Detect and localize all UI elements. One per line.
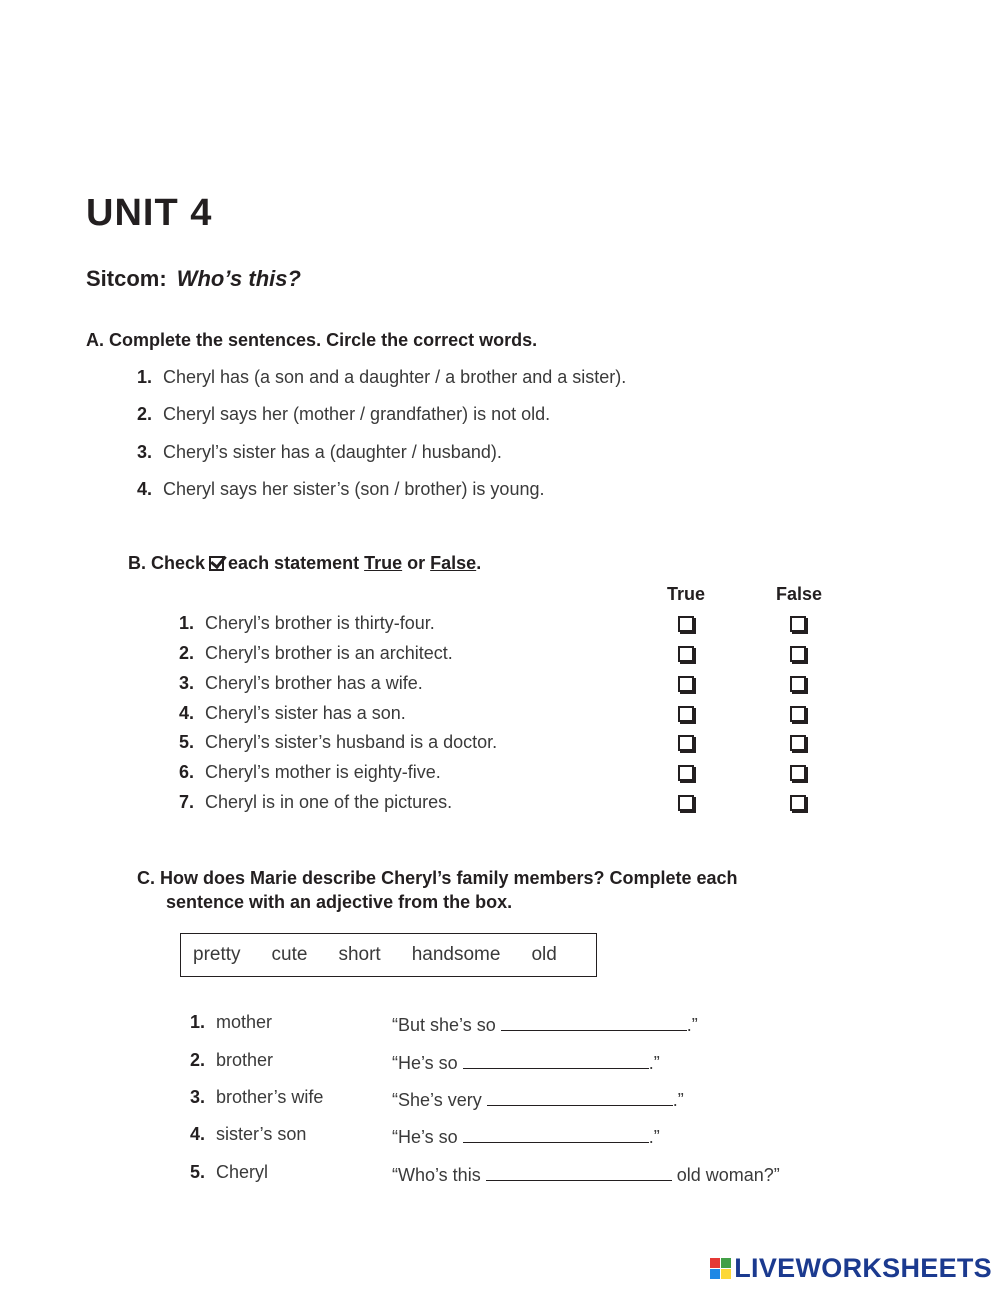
family-member: 3. brother’s wife	[190, 1087, 324, 1107]
statement-row: 6. Cheryl’s mother is eighty-five.	[179, 762, 441, 782]
section-a-item: 1. Cheryl has (a son and a daughter / a brother and a sister).	[137, 367, 627, 387]
answer-blank-1[interactable]	[501, 1012, 687, 1031]
answer-blank-5[interactable]	[486, 1162, 672, 1181]
true-checkbox-4[interactable]	[678, 706, 694, 722]
true-checkbox-6[interactable]	[678, 765, 694, 781]
false-checkbox-5[interactable]	[790, 735, 806, 751]
true-checkbox-3[interactable]	[678, 676, 694, 692]
logo-text: LIVEWORKSHEETS	[734, 1253, 992, 1283]
section-a-item: 3. Cheryl’s sister has a (daughter / husband).	[137, 442, 502, 462]
quote-sentence: “She’s very .”	[392, 1087, 684, 1111]
true-checkbox-5[interactable]	[678, 735, 694, 751]
statement-row: 3. Cheryl’s brother has a wife.	[179, 673, 423, 693]
answer-blank-4[interactable]	[463, 1124, 649, 1143]
section-c-heading-line2: sentence with an adjective from the box.	[166, 892, 513, 912]
family-member: 5. Cheryl	[190, 1162, 269, 1182]
false-checkbox-4[interactable]	[790, 706, 806, 722]
answer-blank-2[interactable]	[463, 1050, 649, 1069]
column-false: False	[776, 584, 823, 604]
section-c-heading-line1: C. How does Marie describe Cheryl’s family members? Complete each	[137, 868, 738, 888]
unit-title: UNIT 4	[86, 192, 213, 234]
true-checkbox-1[interactable]	[678, 616, 694, 632]
true-checkbox-2[interactable]	[678, 646, 694, 662]
statement-row: 1. Cheryl’s brother is thirty-four.	[179, 613, 435, 633]
statement-row: 5. Cheryl’s sister’s husband is a doctor.	[179, 732, 498, 752]
answer-blank-3[interactable]	[487, 1087, 673, 1106]
false-checkbox-6[interactable]	[790, 765, 806, 781]
sitcom-title	[86, 266, 301, 292]
section-a-item: 4. Cheryl says her sister’s (son / brother) is young.	[137, 479, 545, 499]
word-option: pretty	[193, 944, 241, 965]
logo-icon	[710, 1258, 731, 1279]
column-true: True	[667, 584, 706, 604]
liveworksheets-logo	[710, 1253, 992, 1284]
quote-sentence: “But she’s so .”	[392, 1012, 698, 1036]
episode-title: Who’s this?	[176, 266, 301, 291]
section-a-heading: A. Complete the sentences. Circle the correct words.	[86, 330, 538, 350]
statement-row: 7. Cheryl is in one of the pictures.	[179, 792, 453, 812]
family-member: 2. brother	[190, 1050, 274, 1070]
section-a-item: 2. Cheryl says her (mother / grandfather) is not old.	[137, 404, 551, 424]
quote-sentence: “He’s so .”	[392, 1124, 660, 1148]
word-option: cute	[271, 944, 308, 965]
word-option: short	[338, 944, 381, 965]
word-option: handsome	[411, 944, 501, 965]
quote-sentence: “Who’s this old woman?”	[392, 1162, 780, 1186]
checkmark-icon	[209, 556, 224, 571]
family-member: 4. sister’s son	[190, 1124, 307, 1144]
quote-sentence: “He’s so .”	[392, 1050, 660, 1074]
sitcom-label: Sitcom:	[86, 266, 167, 291]
statement-row: 4. Cheryl’s sister has a son.	[179, 703, 406, 723]
false-checkbox-7[interactable]	[790, 795, 806, 811]
section-b-heading: B. Check each statement True or False.	[128, 553, 482, 573]
family-member: 1. mother	[190, 1012, 273, 1032]
true-checkbox-7[interactable]	[678, 795, 694, 811]
statement-row: 2. Cheryl’s brother is an architect.	[179, 643, 453, 663]
false-checkbox-3[interactable]	[790, 676, 806, 692]
false-checkbox-1[interactable]	[790, 616, 806, 632]
false-checkbox-2[interactable]	[790, 646, 806, 662]
word-box	[180, 933, 597, 977]
word-option: old	[531, 944, 557, 965]
